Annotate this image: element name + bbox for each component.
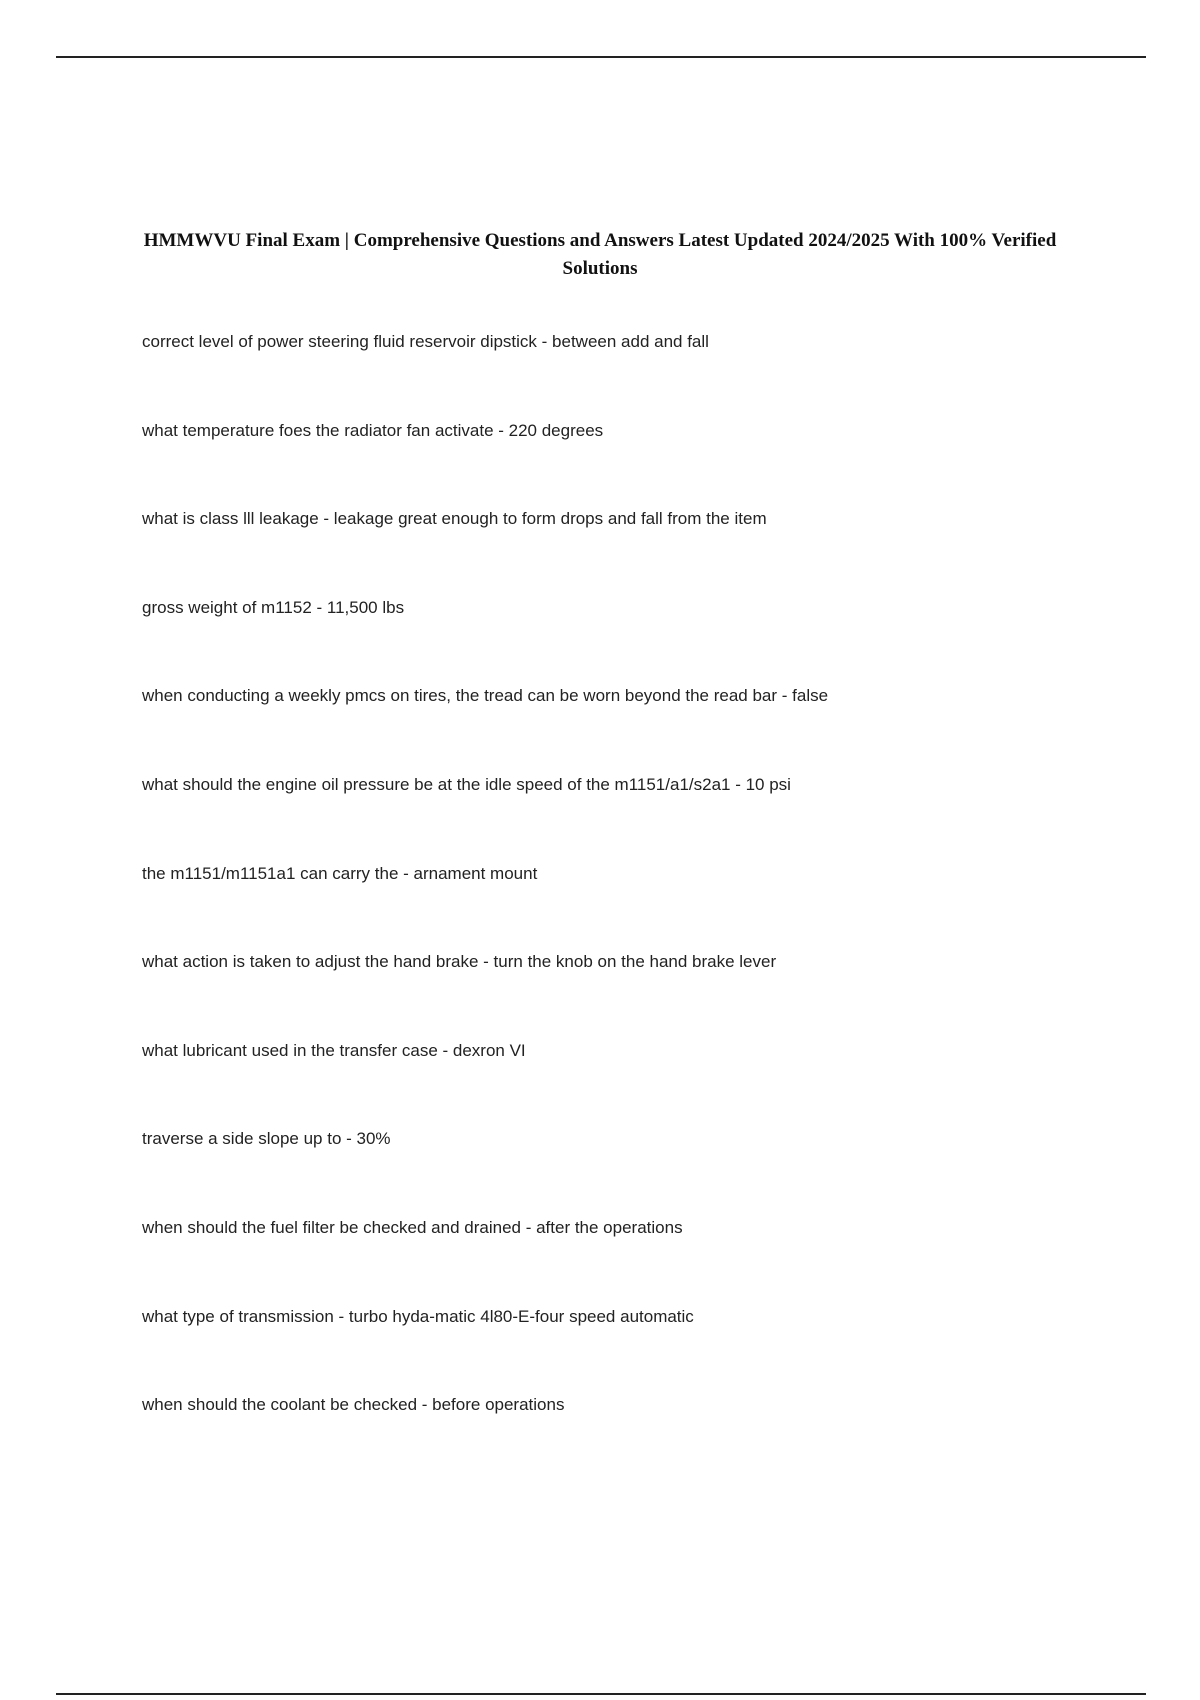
qa-item: when conducting a weekly pmcs on tires, the tread can be worn beyond the read bar - false — [142, 686, 829, 706]
qa-item: what should the engine oil pressure be at the idle speed of the m1151/a1/s2a1 - 10 psi — [142, 774, 791, 794]
qa-item: what lubricant used in the transfer case - dexron VI — [142, 1040, 526, 1060]
qa-item: what type of transmission - turbo hyda-matic 4l80-E-four speed automatic — [142, 1306, 694, 1326]
qa-item: what is class lll leakage - leakage great enough to form drops and fall from the item — [142, 509, 767, 529]
qa-item: the m1151/m1151a1 can carry the - arnament mount — [142, 863, 538, 883]
document-title: HMMWVU Final Exam | Comprehensive Questions and Answers Latest Updated 2024/2025 With 100% Verified Solutions — [143, 229, 1057, 279]
qa-list — [142, 330, 1122, 1482]
qa-item: gross weight of m1152 - 11,500 lbs — [142, 597, 405, 617]
qa-item: what action is taken to adjust the hand brake - turn the knob on the hand brake lever — [142, 952, 777, 972]
qa-item: correct level of power steering fluid reservoir dipstick - between add and fall — [142, 332, 709, 351]
qa-item: when should the coolant be checked - before operations — [142, 1395, 565, 1415]
bottom-rule — [56, 1693, 1146, 1695]
qa-item: what temperature foes the radiator fan activate - 220 degrees — [142, 420, 604, 440]
qa-item: when should the fuel filter be checked and drained - after the operations — [142, 1217, 683, 1237]
qa-item: traverse a side slope up to - 30% — [142, 1129, 391, 1149]
top-rule — [56, 56, 1146, 58]
